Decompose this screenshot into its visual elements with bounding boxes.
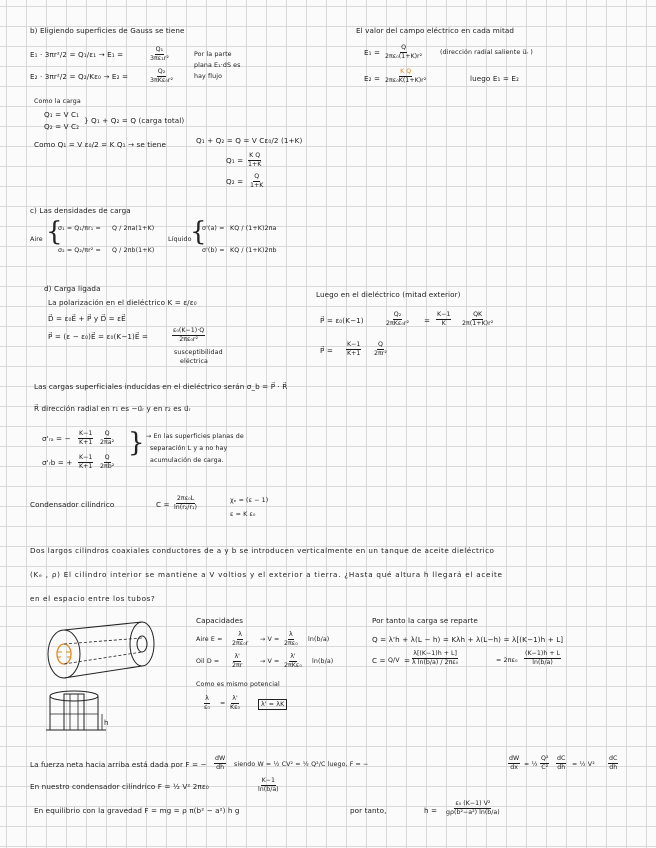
note-flat-2: plana E₁·dS es xyxy=(194,62,241,69)
q2-result-fraction: $\frac{Q}{1+K}$ xyxy=(250,173,264,189)
susceptibility-label-2: eléctrica xyxy=(180,358,208,365)
eq-e1: E₁ · 3πr²/2 = Q₁/ε₁ → E₁ = xyxy=(30,50,124,59)
field-direction-note: (dirección radial saliente u⃗ᵣ ) xyxy=(440,49,533,56)
section-d-heading: d) Carga ligada xyxy=(44,284,101,293)
q1-result-fraction: $\frac{\text{K Q}}{1+K}$ xyxy=(248,152,262,168)
force-dw-dx: $\frac{dW}{dx}$ xyxy=(509,755,520,771)
chi-relation: χₑ = (ε − 1) xyxy=(230,497,269,504)
force-line-1d: = ½ V² xyxy=(572,761,595,768)
aire-v: → V = xyxy=(260,636,280,643)
field-e1-label: E₁ = xyxy=(364,48,381,57)
p-relation-fraction: $\frac{\text{ε₀(K−1)·Q}}{\text{2πε₀r²}}$ xyxy=(173,327,205,343)
p-relation: P⃗ = (ε − ε₀)E⃗ = ε₀(K−1)E⃗ = xyxy=(48,332,149,341)
height-fraction: $\frac{\text{ε₀ (K−1) V²}}{\text{gρ(b²−a²) ln(b/a)}}$ xyxy=(446,800,500,816)
sigma-rb: σ'ᵣb = + xyxy=(42,458,73,467)
force-line-1a: La fuerza neta hacia arriba está dada por F = − xyxy=(30,760,207,769)
susceptibility-label-1: susceptibilidad xyxy=(174,349,223,356)
oil-log: ln(b/a) xyxy=(312,658,334,665)
q1-result-label: Q₁ = xyxy=(226,156,244,165)
surface-note-3: acumulación de carga. xyxy=(150,457,224,464)
sigma-a-liquid: σ'(a) = xyxy=(202,225,225,232)
p-outer-fraction-1: Q₂ 2πKε₀r² xyxy=(386,311,409,327)
aire-capacity: Aire E = xyxy=(196,636,223,643)
aire-v-fraction: $\frac{\lambda}{\text{2πε₀}}$ xyxy=(284,631,298,647)
force-line-2: En nuestro condensador cilíndrico F = ½ V² 2πε₀ xyxy=(30,782,209,791)
surface-note-2: separación L y a no hay xyxy=(150,445,228,452)
note-flat-1: Por la parte xyxy=(194,51,232,58)
sigma1-aire-value: Q / 2πa(1+K) xyxy=(112,225,155,232)
capacitance-qv: Q/V xyxy=(388,657,400,664)
charge-total-result: Q₁ + Q₂ = Q = V Cε₀/2 (1+K) xyxy=(196,136,303,145)
lambda-result: λ' = λK xyxy=(258,699,287,710)
equilibrium-line: En equilibrio con la gravedad F = mg = ρ π(b² − a²) h g xyxy=(34,806,240,815)
sigma-b-liquid-value: KQ / (1+K)2πb xyxy=(230,247,277,254)
eq-e1-fraction: $\frac{\text{Q₁}}{\text{3πε₁r²}}$ xyxy=(150,46,169,62)
force-q2-c2: $\frac{\text{Q²}}{\text{C²}}$ xyxy=(541,755,549,771)
p-final: P⃗ = xyxy=(320,346,333,355)
coaxial-cylinders-drawing xyxy=(40,616,160,686)
field-e1-fraction: $\frac{Q}{\text{2πε₀(1+K)r²}}$ xyxy=(385,44,423,60)
force-line-1c: = ½ xyxy=(524,761,538,768)
force-line-2-fraction: $\frac{K-1}{\ln(b/a)}$ xyxy=(258,777,279,793)
force-line-1b: siendo W = ½ CV² = ½ Q²/C luego, F = − xyxy=(234,761,369,768)
capacitance-c: C = xyxy=(156,500,170,509)
force-dc-dh: $\frac{dC}{dh}$ xyxy=(557,755,566,771)
capacitance-result: = 2πε₀ xyxy=(496,657,518,664)
problem-line-3: en el espacio entre los tubos? xyxy=(30,594,156,603)
d-relations: D⃗ = ε₀E⃗ + P⃗ y D⃗ = εE⃗ xyxy=(48,314,126,323)
capacitance-result-fraction: $\frac{(K-1)h + L}{\ln(b/a)}$ xyxy=(525,650,561,666)
svg-text:h: h xyxy=(104,719,109,727)
oil-v: → V = xyxy=(260,658,280,665)
sigma-ra-fraction-1: $\frac{K-1}{K+1}$ xyxy=(79,430,93,446)
p-final-fraction-2: $\frac{Q}{\text{2πr²}}$ xyxy=(374,341,387,357)
p-outer: P⃗ = ε₀(K−1) xyxy=(320,316,364,325)
capacities-heading: Capacidades xyxy=(196,616,244,625)
lambda-eps0-fraction: $\frac{\lambda}{\text{ε₀}}$ xyxy=(204,695,210,711)
sigma-ra-fraction-2: $\frac{Q}{\text{2πa²}}$ xyxy=(100,430,115,446)
oil-d-fraction: $\frac{\lambda'}{2\pi r}$ xyxy=(232,653,243,669)
height-label: h = xyxy=(424,806,438,815)
same-potential: Como es mismo potencial xyxy=(196,681,280,688)
aire-label: Aire xyxy=(30,236,43,243)
q1-vc1: Q₁ = V C₁ xyxy=(44,110,80,119)
force-dc-dh-2: $\frac{dC}{dh}$ xyxy=(609,755,618,771)
sigma2-aire-value: Q / 2πb(1+K) xyxy=(112,247,155,254)
surface-brace: { xyxy=(128,428,145,458)
como-carga: Como la carga xyxy=(34,98,81,105)
charge-distribution-eq: Q = λ'h + λ(L − h) = Kλh + λ(L−h) = λ[(K−1)h + L] xyxy=(372,635,564,644)
sigma-rb-fraction-1: $\frac{K-1}{K+1}$ xyxy=(79,454,93,470)
p-outer-equal: = xyxy=(424,316,431,325)
field-e2-label: E₂ = xyxy=(364,74,381,83)
oil-capacity: Oil D = xyxy=(196,658,220,665)
aire-e-fraction: $\frac{\lambda}{\text{2πε₀r}}$ xyxy=(232,631,249,647)
aire-brace: { xyxy=(46,217,63,247)
charge-sum: } Q₁ + Q₂ = Q (carga total) xyxy=(84,116,185,125)
force-dw-dh: $\frac{dW}{dh}$ xyxy=(215,755,226,771)
field-equal-note: luego E₁ = E₂ xyxy=(470,74,519,83)
sigma1-aire: σ₁ = Q₁/πr₁ = xyxy=(58,225,101,232)
sigma-a-liquid-value: KQ / (1+K)2πa xyxy=(230,225,277,232)
q2-result-label: Q₂ = xyxy=(226,177,244,186)
q2-vc2: Q₂ = V C₂ xyxy=(44,122,80,131)
radial-direction-line: R⃗ dirección radial en r₁ es −u⃗ᵣ y en r₂ es u⃗ᵣ xyxy=(34,404,191,413)
field-e2-fraction: $\frac{\text{K Q}}{\text{2πε₀K(1+K)r²}}$ xyxy=(385,68,427,84)
polarization-intro: La polarización en el dieléctrico K = ε/ε₀ xyxy=(48,298,197,307)
induced-charges-line: Las cargas superficiales inducidas en el dieléctrico serán σ_b = P⃗ · R⃗ xyxy=(34,382,288,391)
lambda-keps0-fraction: $\frac{\lambda'}{\text{Kε₀}}$ xyxy=(230,695,241,711)
capacitance-big-fraction: $\frac{\lambda[(K-1)h + L]}{\text{λ ln(b/a) / 2πε₀}}$ xyxy=(412,650,459,666)
p-outer-fraction-2: $\frac{K-1}{K}$ xyxy=(437,311,451,327)
problem-line-2: (Kₑ , ρ) El cilindro interior se mantiene a V voltios y el exterior a tierra. ¿Hasta qué altura h llegará el aceite xyxy=(30,570,503,579)
capacitance-equal: = xyxy=(404,656,411,665)
problem-line-1: Dos largos cilindros coaxiales conductores de a y b se introducen verticalmente en un tanque de aceite dieléctrico xyxy=(30,546,495,555)
capacitance-c2: C = xyxy=(372,656,386,665)
section-b-heading: b) Eligiendo superficies de Gauss se tiene xyxy=(30,26,185,35)
section-c-heading: c) Las densidades de carga xyxy=(30,206,131,215)
charge-distribution-heading: Por tanto la carga se reparte xyxy=(372,616,478,625)
lambda-equal: = xyxy=(220,700,226,707)
sigma-b-liquid: σ'(b) = xyxy=(202,247,225,254)
oil-v-fraction: λ' 2πKε₀ xyxy=(284,653,302,669)
liquido-label: Líquido xyxy=(168,236,192,243)
p-final-fraction-1: $\frac{K-1}{K+1}$ xyxy=(347,341,361,357)
surface-note-1: → En las superficies planas de xyxy=(146,433,244,440)
capacitance-fraction: $\frac{\text{2πε₀L}}{\text{ln(r₂/r₁)}}$ xyxy=(174,495,198,511)
cylindrical-capacitor-label: Condensador cilíndrico xyxy=(30,500,115,509)
eq-e2: E₂ · 3πr²/2 = Q₂/Kε₀ → E₂ = xyxy=(30,72,129,81)
dielectric-heading: Luego en el dieléctrico (mitad exterior) xyxy=(316,290,461,299)
field-heading: El valor del campo eléctrico en cada mitad xyxy=(356,26,515,35)
oil-tank-drawing xyxy=(44,688,114,738)
liquido-brace: { xyxy=(190,217,207,247)
aire-log: ln(b/a) xyxy=(308,636,330,643)
por-tanto: por tanto, xyxy=(350,806,387,815)
como-q1: Como Q₁ = V ε₀/2 = K Q₁ → se tiene xyxy=(34,140,166,149)
note-flat-3: hay flujo xyxy=(194,73,223,80)
eq-e2-fraction: Q₂ 3πKε₀r² xyxy=(150,68,173,84)
sigma2-aire: σ₂ = Q₂/πr² = xyxy=(58,247,101,254)
epsilon-relation: ε = K ε₀ xyxy=(230,511,256,518)
sigma-ra: σ'ᵣₐ = − xyxy=(42,434,71,443)
sigma-rb-fraction-2: $\frac{Q}{\text{2πb²}}$ xyxy=(100,454,115,470)
p-outer-fraction-3: $\frac{QK}{\text{2π(1+K)r²}}$ xyxy=(462,311,494,327)
